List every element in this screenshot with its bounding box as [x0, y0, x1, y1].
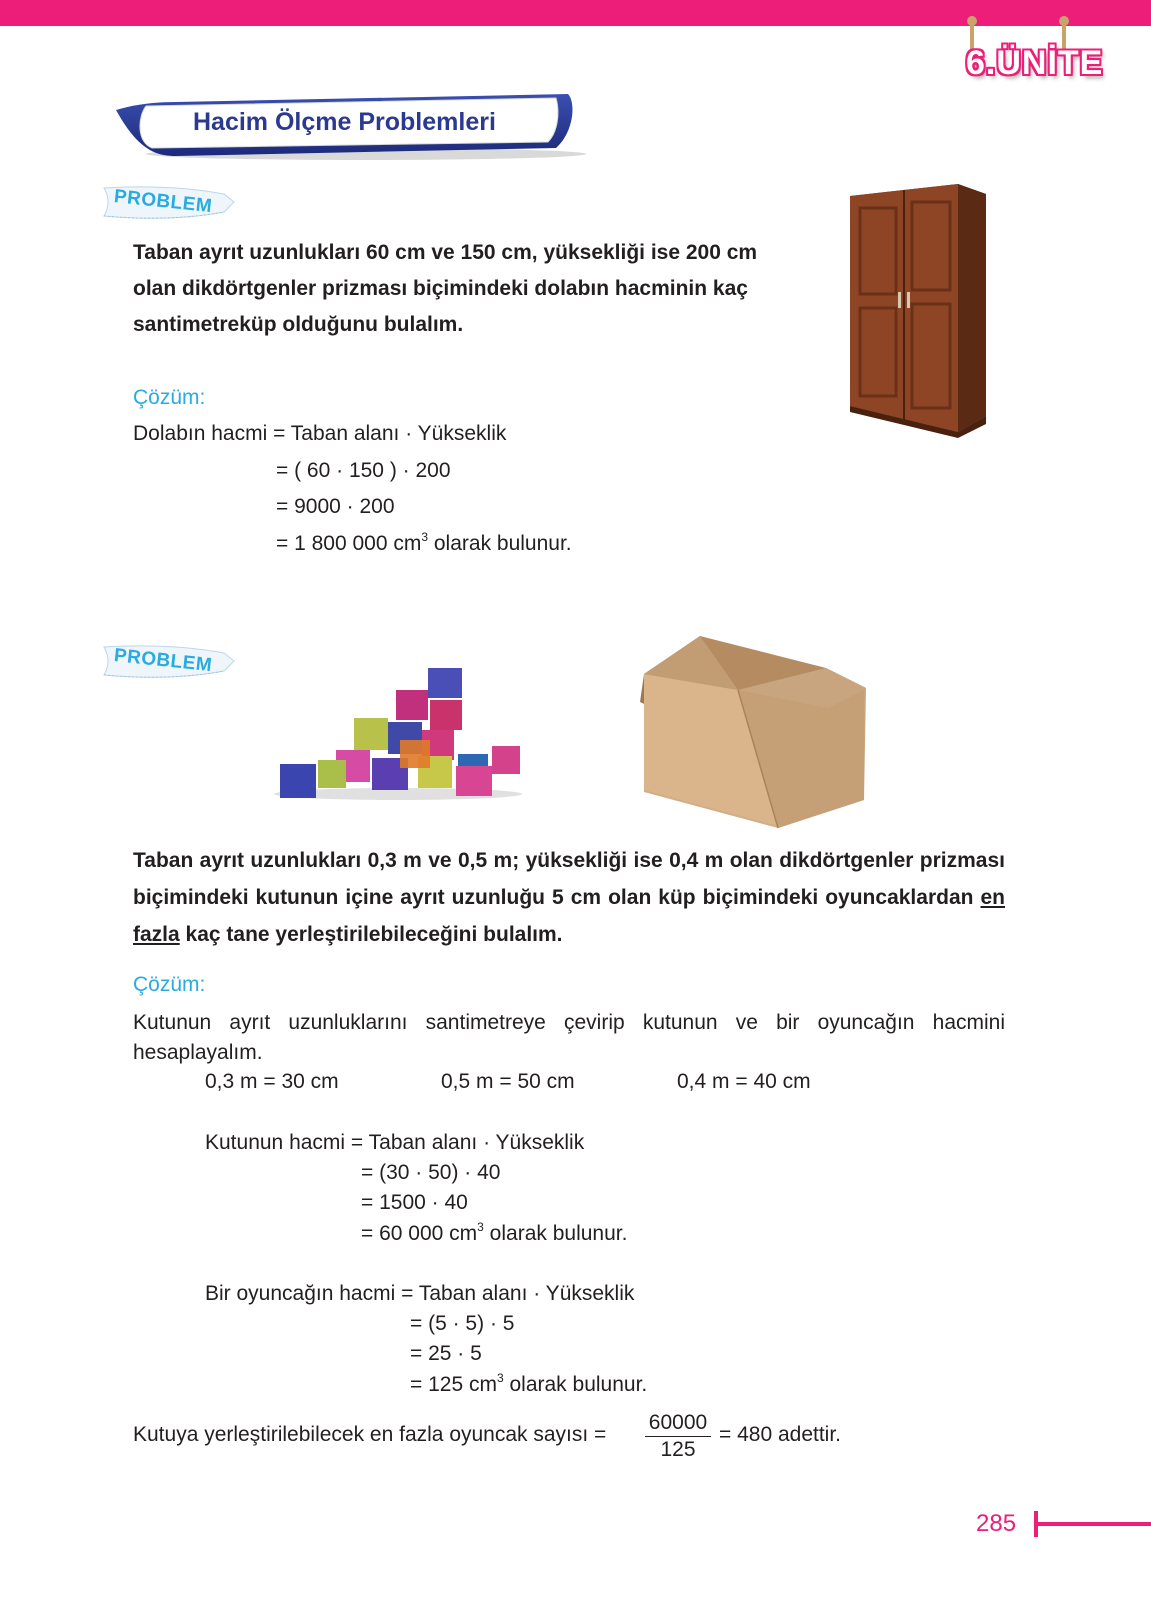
problem1-step-2: = ( 60 · 150 ) · 200	[276, 459, 451, 482]
box-volume-step-2: = (30 · 50) · 40	[361, 1161, 501, 1184]
box-volume-step-3: = 1500 · 40	[361, 1191, 468, 1214]
final-answer-suffix: = 480 adettir.	[719, 1423, 842, 1446]
problem1-line-3: santimetreküp olduğunu bulalım.	[133, 313, 464, 336]
toy-cubes-image	[272, 660, 526, 802]
rope-bead	[1059, 16, 1069, 26]
solution-label: Çözüm:	[133, 386, 206, 409]
final-answer-prefix: Kutuya yerleştirilebilecek en fazla oyuncak sayısı =	[133, 1423, 607, 1446]
toy-volume-step-2: = (5 · 5) · 5	[410, 1312, 515, 1335]
problem1-line-2: olan dikdörtgenler prizması biçimindeki dolabın hacminin kaç	[133, 277, 748, 300]
problem-tag: PROBLEM	[112, 186, 214, 218]
problem1-step-1: Dolabın hacmi = Taban alanı · Yükseklik	[133, 422, 507, 445]
conversion-2: 0,5 m = 50 cm	[441, 1070, 575, 1093]
emphasis-en-fazla: en fazla	[133, 886, 1005, 946]
conversion-1: 0,3 m = 30 cm	[205, 1070, 339, 1093]
toy-volume-step-4: = 125 $cm^3$ olarak bulunur.	[410, 1371, 648, 1396]
solution-label: Çözüm:	[133, 973, 206, 996]
cube-exponent: 3	[477, 1220, 484, 1234]
footer-line	[1036, 1522, 1151, 1526]
problem2-intro: Kutunun ayrıt uzunluklarını santimetreye çevirip kutunun ve bir oyuncağın hacmini hesaplayalım.	[133, 1011, 1005, 1064]
fraction-denominator: 125	[660, 1438, 696, 1461]
unit-label: 6.ÜNİTE	[966, 44, 1104, 82]
toy-volume-step-1: Bir oyuncağın hacmi = Taban alanı · Yükseklik	[205, 1282, 635, 1305]
box-volume-step-1: Kutunun hacmi = Taban alanı · Yükseklik	[205, 1131, 585, 1154]
wardrobe-image	[846, 180, 992, 438]
cube-exponent: 3	[421, 530, 429, 544]
page-number: 285	[976, 1510, 1017, 1537]
problem1-step-3: = 9000 · 200	[276, 495, 395, 518]
cube-exponent: 3	[496, 1371, 504, 1385]
fraction-numerator: 60000	[645, 1410, 711, 1437]
box-volume-step-4: = 60 000 $cm^3$ olarak bulunur.	[361, 1220, 628, 1245]
toy-volume-step-3: = 25 · 5	[410, 1342, 482, 1365]
problem1-step-4: = 1 800 000 $cm^3$ olarak bulunur.	[276, 530, 572, 555]
unit-sign	[962, 16, 1112, 96]
fraction	[645, 1410, 711, 1462]
cardboard-box-image	[638, 630, 868, 830]
problem2-statement: Taban ayrıt uzunlukları 0,3 m ve 0,5 m; yüksekliği ise 0,4 m olan dikdörtgenler prizması biçimindeki kutunun içine ayrıt uzunluğu 5 cm olan küp biçimindeki oyuncaklardan en fazla kaç tane yerleştirilebileceğini bulalım.	[133, 849, 1005, 946]
problem-tag: PROBLEM	[112, 645, 214, 677]
problem1-line-1: Taban ayrıt uzunlukları 60 cm ve 150 cm, yüksekliği ise 200 cm	[133, 241, 758, 264]
conversion-3: 0,4 m = 40 cm	[677, 1070, 811, 1093]
rope-bead	[967, 16, 977, 26]
section-title: Hacim Ölçme Problemleri	[193, 108, 496, 136]
